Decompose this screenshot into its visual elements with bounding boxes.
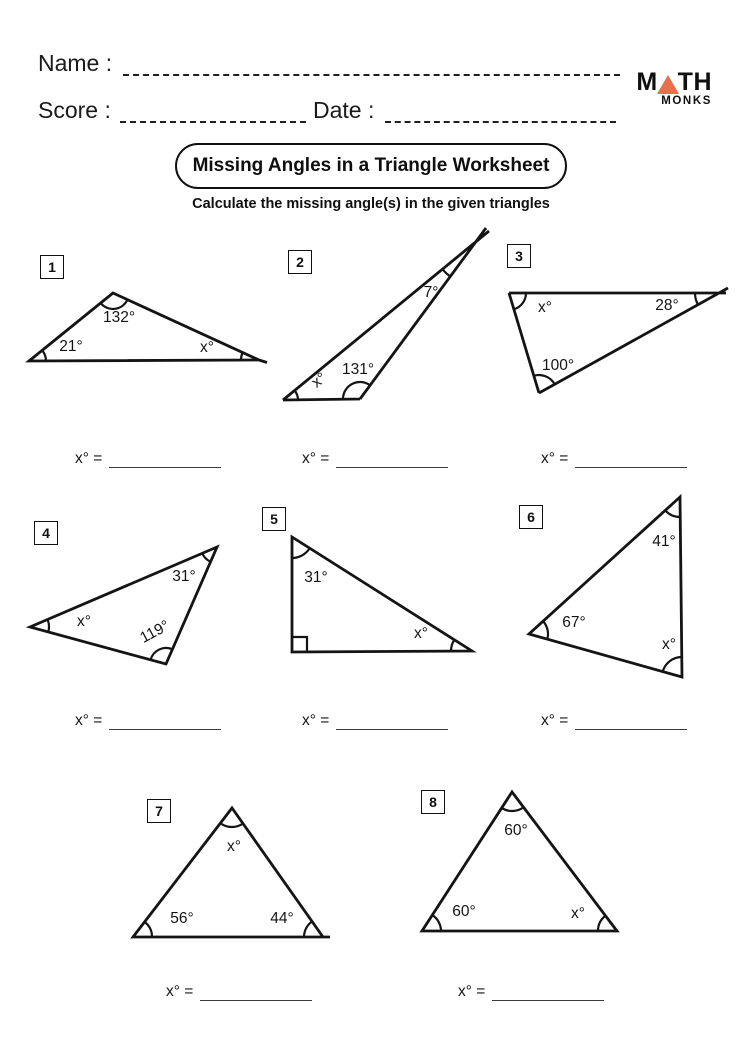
- date-blank-line: [385, 105, 616, 123]
- angle-label-top: 41°: [652, 533, 676, 550]
- logo-part2: TH: [677, 68, 712, 96]
- triangle-outline: [283, 228, 489, 400]
- angle-arc: [343, 382, 370, 399]
- triangle-outline: [30, 547, 217, 664]
- problem-2-badge: 2: [288, 250, 312, 274]
- triangle-7: [133, 808, 330, 937]
- answer-row-8: [458, 983, 604, 1001]
- answer-row-7: [166, 983, 312, 1001]
- angle-label-bottom: 119°: [137, 617, 173, 647]
- angle-arc: [695, 293, 698, 305]
- angle-arc: [663, 657, 682, 672]
- problem-5-badge: 5: [262, 507, 286, 531]
- answer-label: x° =: [541, 450, 569, 467]
- answer-label: x° =: [458, 983, 486, 1000]
- angle-label-top: 132°: [102, 309, 136, 326]
- answer-label: x° =: [302, 450, 330, 467]
- right-angle-mark: [292, 637, 307, 652]
- answer-label: x° =: [166, 983, 194, 1000]
- page-title: Missing Angles in a Triangle Worksheet: [175, 143, 567, 189]
- angle-label-bottom-right: x°: [571, 905, 585, 922]
- logo-subtitle: MONKS: [661, 95, 712, 107]
- angle-label-bottom-left: 60°: [452, 903, 476, 920]
- angle-arc: [295, 391, 298, 400]
- angle-arc: [442, 269, 450, 277]
- answer-row-6: [541, 712, 687, 730]
- angle-label-top: x°: [227, 838, 241, 855]
- triangle-8: [422, 792, 617, 931]
- problem-7-badge: 7: [147, 799, 171, 823]
- answer-blank-line: [492, 985, 604, 1001]
- angle-arc: [534, 375, 555, 384]
- answer-row-4: [75, 712, 221, 730]
- logo-part1: M: [636, 68, 658, 96]
- instructions-text: Calculate the missing angle(s) in the given triangles: [192, 196, 550, 212]
- problem-3-badge: 3: [507, 244, 531, 268]
- triangle-outline: [529, 497, 682, 677]
- triangle-outline: [292, 537, 472, 652]
- angle-label-top: 60°: [504, 822, 528, 839]
- answer-blank-line: [109, 452, 221, 468]
- name-blank-line: [123, 58, 620, 76]
- triangle-3: [509, 288, 728, 393]
- angle-label-bottom-left: 56°: [170, 910, 194, 927]
- answer-blank-line: [109, 714, 221, 730]
- score-blank-line: [120, 105, 306, 123]
- answer-blank-line: [200, 985, 312, 1001]
- angle-label-bottom-right: x°: [662, 636, 676, 653]
- angle-label-bottom: 100°: [541, 357, 575, 374]
- angle-label-bottom-right: 44°: [270, 910, 294, 927]
- triangle-1: [29, 293, 267, 363]
- answer-blank-line: [575, 714, 687, 730]
- triangle-6: [529, 497, 682, 677]
- answer-row-2: [302, 450, 448, 468]
- problem-6-badge: 6: [519, 505, 543, 529]
- angle-arc: [145, 922, 152, 937]
- triangle-outline: [509, 288, 728, 393]
- angle-arc: [502, 807, 524, 811]
- angle-label-bottom-right: x°: [414, 625, 428, 642]
- problem-1-badge: 1: [40, 255, 64, 279]
- angle-arc: [451, 640, 454, 651]
- triangle-4: [30, 547, 217, 664]
- answer-label: x° =: [75, 712, 103, 729]
- score-label: Score :: [38, 97, 111, 123]
- angle-arc: [292, 548, 310, 558]
- logo-triangle-icon: [657, 75, 679, 94]
- angle-arc: [241, 353, 243, 361]
- triangle-outline: [422, 792, 617, 931]
- triangle-outline: [133, 808, 330, 937]
- answer-label: x° =: [75, 450, 103, 467]
- angle-arc: [543, 621, 548, 639]
- angle-label-right: 131°: [341, 361, 375, 378]
- angle-arc: [514, 293, 526, 309]
- answer-blank-line: [336, 452, 448, 468]
- angle-label-left: x°: [77, 613, 91, 630]
- answer-blank-line: [336, 714, 448, 730]
- name-label: Name :: [38, 50, 113, 76]
- date-label: Date :: [313, 97, 375, 123]
- angle-arc: [304, 922, 312, 938]
- problem-8-badge: 8: [421, 790, 445, 814]
- triangle-5: [292, 537, 472, 652]
- angle-label-top-left: x°: [538, 299, 552, 316]
- angle-label-top-right: 28°: [655, 297, 679, 314]
- angle-label-left: 67°: [562, 614, 586, 631]
- angle-arc: [220, 823, 243, 827]
- angle-arc: [665, 510, 680, 517]
- angle-arc: [48, 620, 49, 633]
- angle-arc: [101, 300, 128, 309]
- angle-arc: [598, 916, 606, 931]
- triangle-outline: [29, 293, 267, 363]
- answer-row-1: [75, 450, 221, 468]
- angle-label-top-right: 31°: [172, 568, 196, 585]
- angle-label-top: 7°: [423, 284, 439, 301]
- answer-label: x° =: [541, 712, 569, 729]
- angle-label-left: 21°: [59, 338, 83, 355]
- answer-blank-line: [575, 452, 687, 468]
- problem-4-badge: 4: [34, 521, 58, 545]
- triangle-2: [283, 228, 489, 400]
- angle-label-left: x°: [308, 369, 330, 392]
- answer-row-3: [541, 450, 687, 468]
- angle-label-right: x°: [200, 339, 214, 356]
- answer-label: x° =: [302, 712, 330, 729]
- math-monks-logo: [632, 70, 712, 108]
- answer-row-5: [302, 712, 448, 730]
- angle-arc: [42, 350, 46, 361]
- angle-label-top: 31°: [304, 569, 328, 586]
- angle-arc: [202, 553, 210, 561]
- angle-arc: [151, 648, 173, 660]
- angle-arc: [432, 915, 441, 931]
